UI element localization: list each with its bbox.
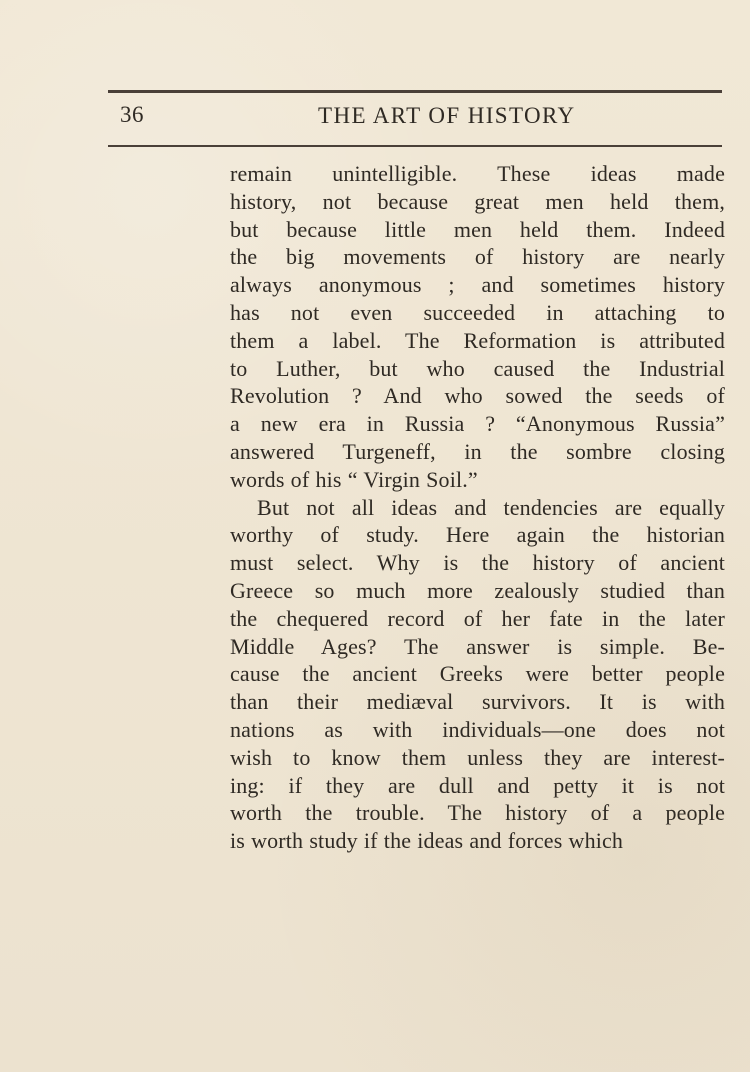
text-line-13: But not all ideas and tendencies are equally	[257, 494, 725, 520]
text-line-21: nations as with individuals—one does not	[230, 716, 725, 742]
text-line-1: remain unintelligible. These ideas made	[230, 161, 725, 186]
text-line-7: them a label. The Reformation is attributed	[230, 327, 725, 353]
text-line-2: history, not because great men held them,	[230, 188, 725, 214]
text-line-17: the chequered record of her fate in the later	[230, 605, 725, 631]
body-text	[230, 160, 725, 855]
text-line-14: worthy of study. Here again the historian	[230, 522, 725, 548]
text-line-20: than their mediæval survivors. It is with	[230, 689, 725, 715]
text-line-15: must select. Why is the history of ancient	[230, 550, 725, 576]
text-line-23: ing: if they are dull and petty it is not	[230, 772, 725, 798]
text-line-6: has not even succeeded in attaching to	[230, 299, 725, 325]
text-line-3: but because little men held them. Indeed	[230, 216, 725, 242]
header-bottom-rule	[108, 145, 722, 147]
page-number: 36	[120, 102, 144, 127]
text-line-19: cause the ancient Greeks were better people	[230, 661, 725, 687]
text-line-11: answered Turgeneff, in the sombre closing	[230, 438, 725, 464]
text-line-9: Revolution ? And who sowed the seeds of	[230, 383, 725, 409]
text-line-12: words of his “ Virgin Soil.”	[230, 466, 478, 492]
text-line-5: always anonymous ; and sometimes history	[230, 272, 725, 298]
text-line-4: the big movements of history are nearly	[230, 244, 725, 270]
text-line-10: a new era in Russia ? “Anonymous Russia”	[230, 411, 725, 437]
text-line-24: worth the trouble. The history of a people	[230, 800, 725, 826]
text-line-8: to Luther, but who caused the Industrial	[230, 355, 725, 381]
text-line-18: Middle Ages? The answer is simple. Be-	[230, 633, 725, 659]
running-head: THE ART OF HISTORY	[318, 103, 576, 128]
text-line-16: Greece so much more zealously studied than	[230, 577, 725, 603]
text-line-22: wish to know them unless they are interest-	[230, 744, 725, 770]
text-line-25: is worth study if the ideas and forces which	[230, 828, 624, 854]
header-top-rule	[108, 90, 722, 93]
